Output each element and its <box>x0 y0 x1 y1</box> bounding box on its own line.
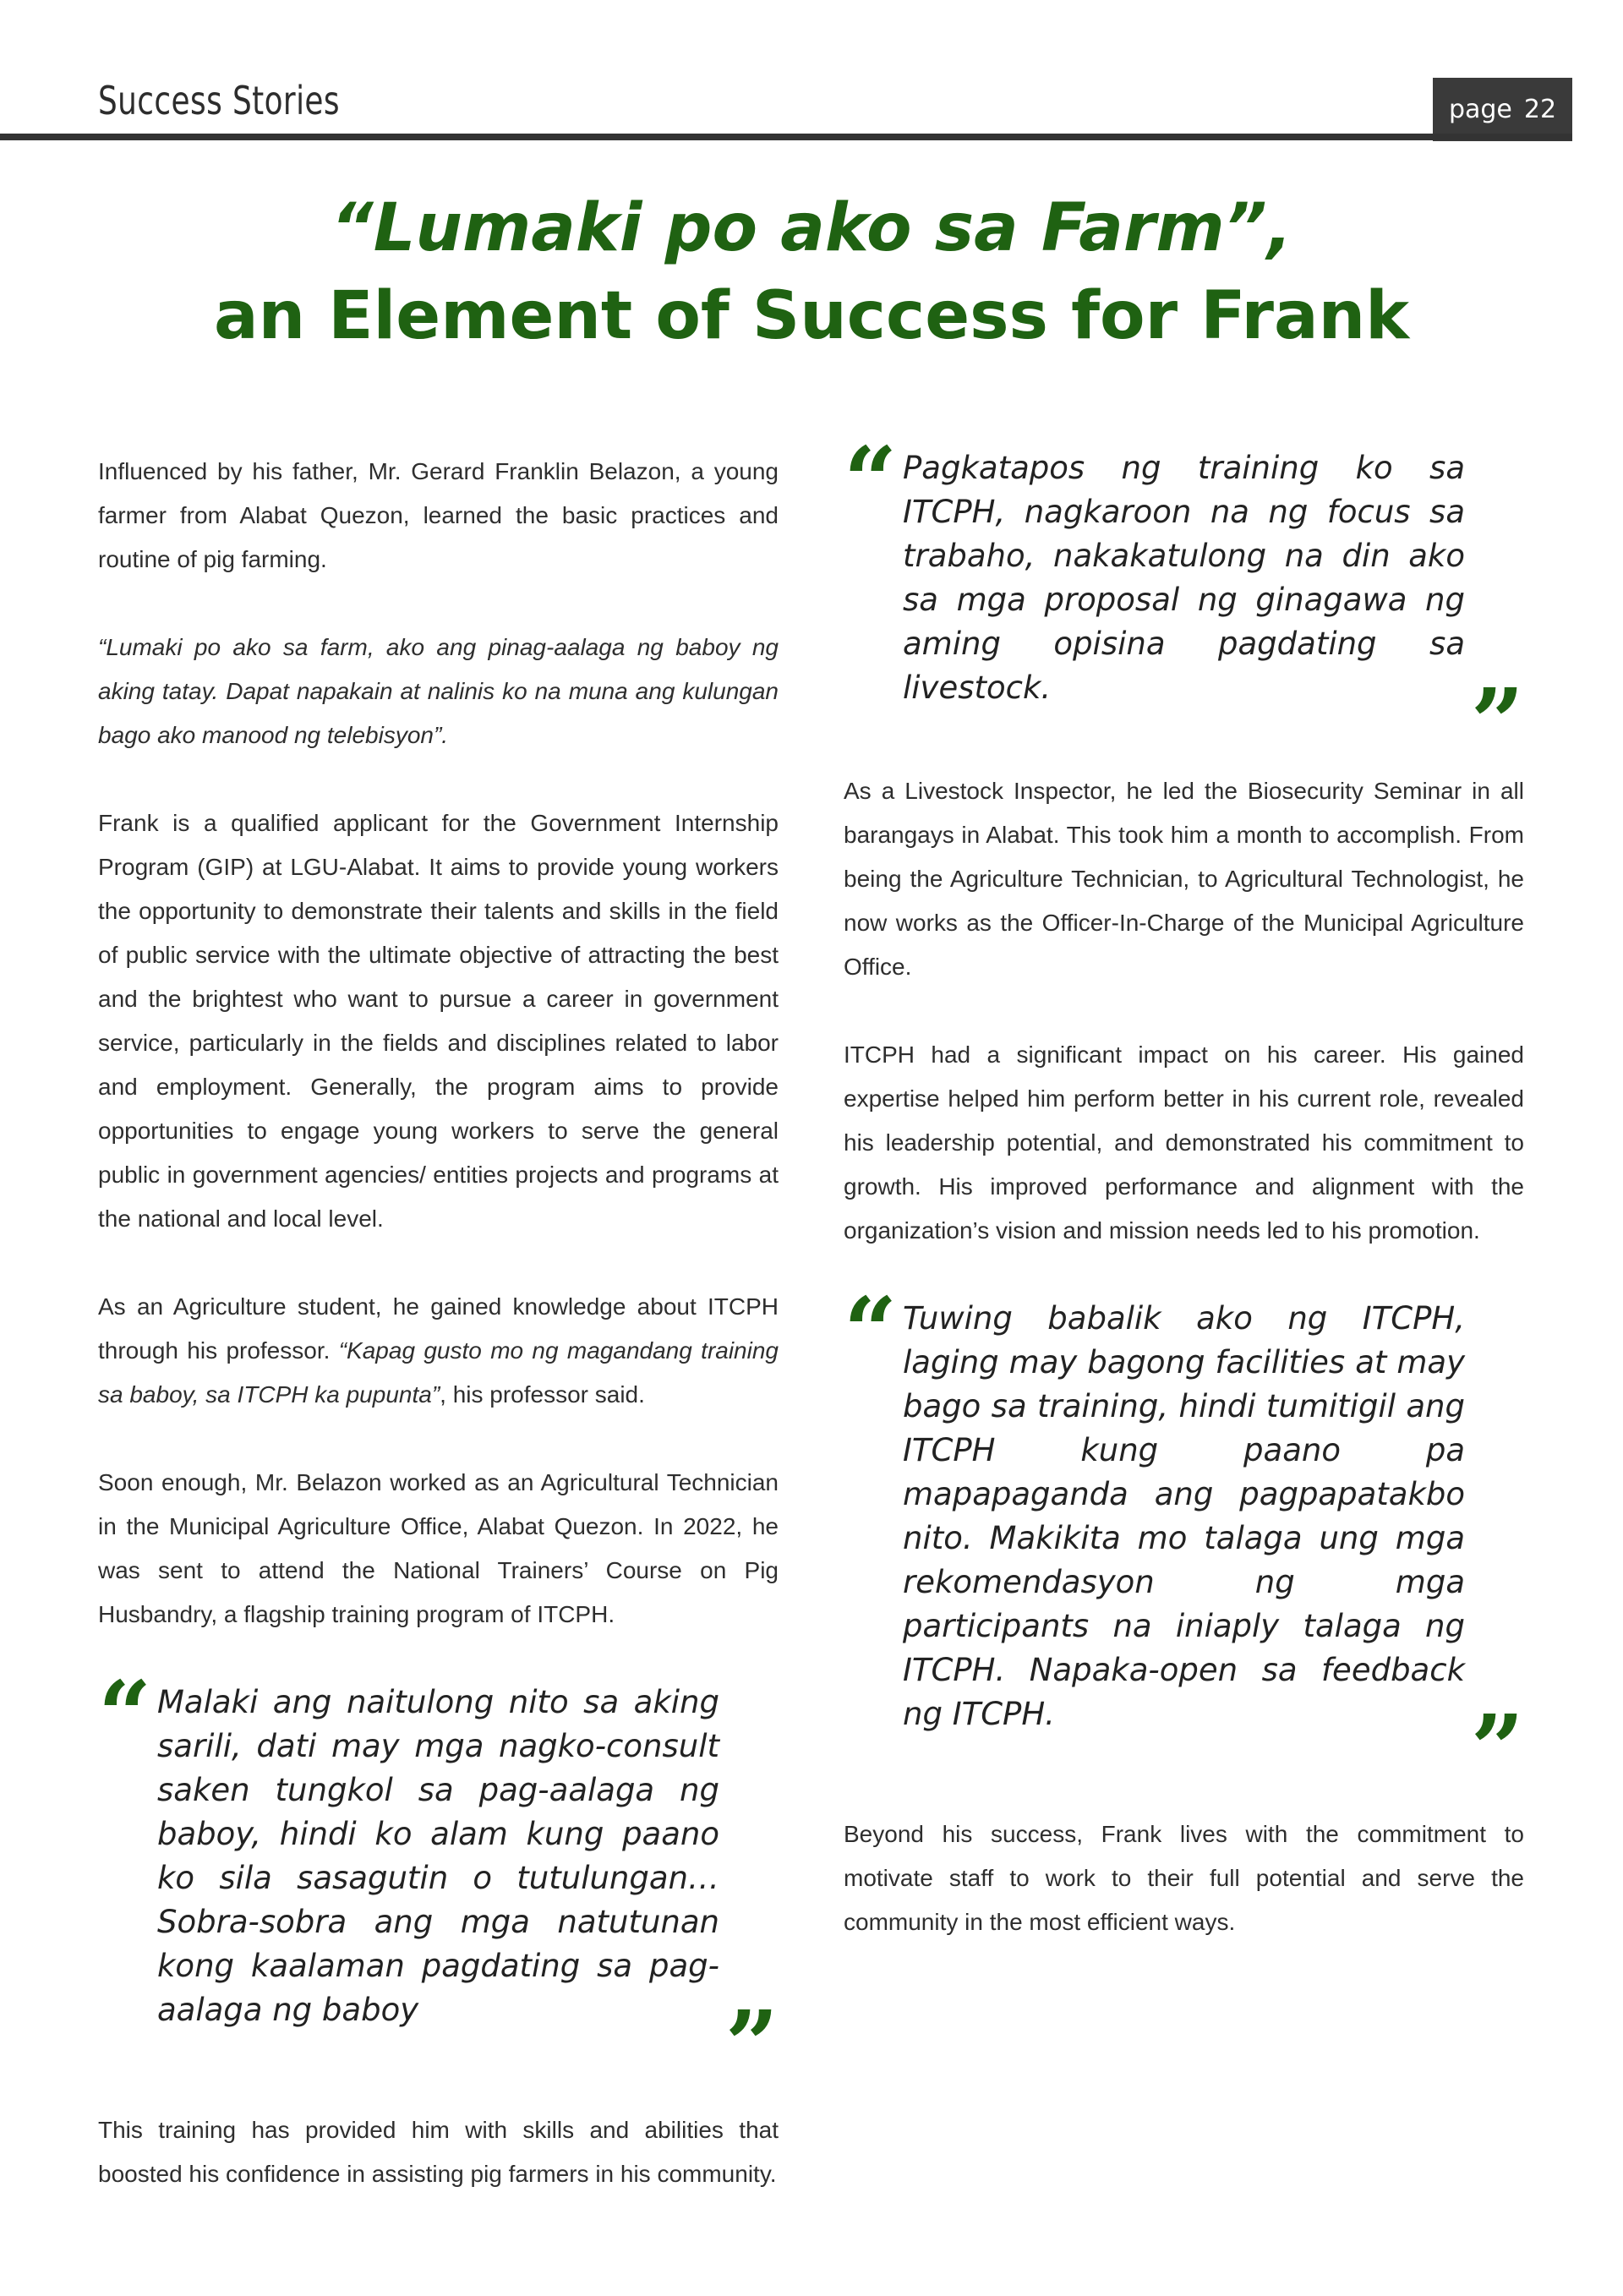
paragraph: This training has provided him with skills and abilities that boosted his confidence in assisting pig farmers in his community. <box>98 2117 779 2187</box>
close-quote-mark: ” <box>1470 668 1524 777</box>
right-column <box>844 426 1524 1988</box>
page-number: 22 <box>1523 95 1557 124</box>
section-label: Success Stories <box>98 78 340 123</box>
pull-quote <box>844 1276 1524 1803</box>
professor-quote: “Kapag gusto mo ng magandang training sa baboy, sa ITCPH ka pupunta” <box>98 1337 779 1408</box>
pull-quote-text: Pagkatapos ng training ko sa ITCPH, nagkaroon na ng focus sa trabaho, nakakatulong na din ako sa mga proposal ng ginagawa ng aming opisina pagdating sa livestock. <box>903 450 1465 706</box>
paragraph: Beyond his success, Frank lives with the commitment to motivate staff to work to their full potential and serve the community in the most efficient ways. <box>844 1821 1524 1935</box>
close-quote-mark: ” <box>1470 1694 1524 1803</box>
paragraph: As a Livestock Inspector, he led the Biosecurity Seminar in all barangays in Alabat. This took him a month to accomplish. From being the Agriculture Technician, to Agricultural Technologist, he now works as the Officer-In-Charge of the Municipal Agriculture Office. <box>844 778 1524 980</box>
open-quote-mark: “ <box>844 1276 898 1386</box>
paragraph <box>98 1285 779 1417</box>
page-number-badge <box>1433 78 1572 141</box>
header-rule <box>0 134 1572 140</box>
title-line-2: an Element of Success for Frank <box>213 278 1410 354</box>
title-line-1: “Lumaki po ako sa Farm”, <box>331 190 1292 266</box>
close-quote-mark: ” <box>724 1990 779 2099</box>
pull-quote <box>844 426 1524 777</box>
article-title <box>0 184 1623 360</box>
paragraph: Soon enough, Mr. Belazon worked as an Agricultural Technician in the Municipal Agriculture Office, Alabat Quezon. In 2022, he was sent to attend the National Trainers’ Course on Pig Husbandry, a flagship training program of ITCPH. <box>98 1469 779 1627</box>
page-label: page <box>1448 95 1512 124</box>
paragraph: Frank is a qualified applicant for the Government Internship Program (GIP) at LGU-Alabat. It aims to provide young workers the opportunity to demonstrate their talents and skills in the field of public service with the ultimate objective of attracting the best and the brightest who want to pursue a career in government service, particularly in the fields and disciplines related to labor and employment. Generally, the program aims to provide opportunities to engage young workers to serve the general public in government agencies/ entities projects and programs at the national and local level. <box>98 810 779 1232</box>
paragraph-text: As an Agriculture student, he gained knowledge about ITCPH through his professor. <box>98 1293 779 1364</box>
paragraph: ITCPH had a significant impact on his career. His gained expertise helped him perform better in his current role, revealed his leadership potential, and demonstrated his commitment to growth. His improved performance and alignment with the organization’s vision and mission needs led to his promotion. <box>844 1041 1524 1244</box>
paragraph: Influenced by his father, Mr. Gerard Franklin Belazon, a young farmer from Alabat Quezon, learned the basic practices and routine of pig farming. <box>98 458 779 572</box>
open-quote-mark: “ <box>844 426 898 535</box>
italic-quote-paragraph: “Lumaki po ako sa farm, ako ang pinag-aalaga ng baboy ng aking tatay. Dapat napakain at nalinis ko na muna ang kulungan bago ako manood ng telebisyon”. <box>98 634 779 748</box>
pull-quote <box>98 1660 779 2099</box>
pull-quote-text: Malaki ang naitulong nito sa aking sarili, dati may mga nagko-consult saken tungkol sa pag-aalaga ng baboy, hindi ko alam kung paano ko sila sasagutin o tutulungan… Sobra-sobra ang mga natutunan kong kaalaman pagdating sa pag-aalaga ng baboy <box>157 1684 719 2028</box>
open-quote-mark: “ <box>98 1660 152 1769</box>
pull-quote-text: Tuwing babalik ako ng ITCPH, laging may bagong facilities at may bago sa training, hindi tumitigil ang ITCPH kung paano pa mapapaganda ang pagpapatakbo nito. Makikita mo talaga ung mga rekomendasyon ng mga participants na iniaply talaga ng ITCPH. Napaka-open sa feedback ng ITCPH. <box>903 1300 1465 1732</box>
paragraph-text: , his professor said. <box>440 1381 645 1408</box>
left-column <box>98 450 779 2240</box>
